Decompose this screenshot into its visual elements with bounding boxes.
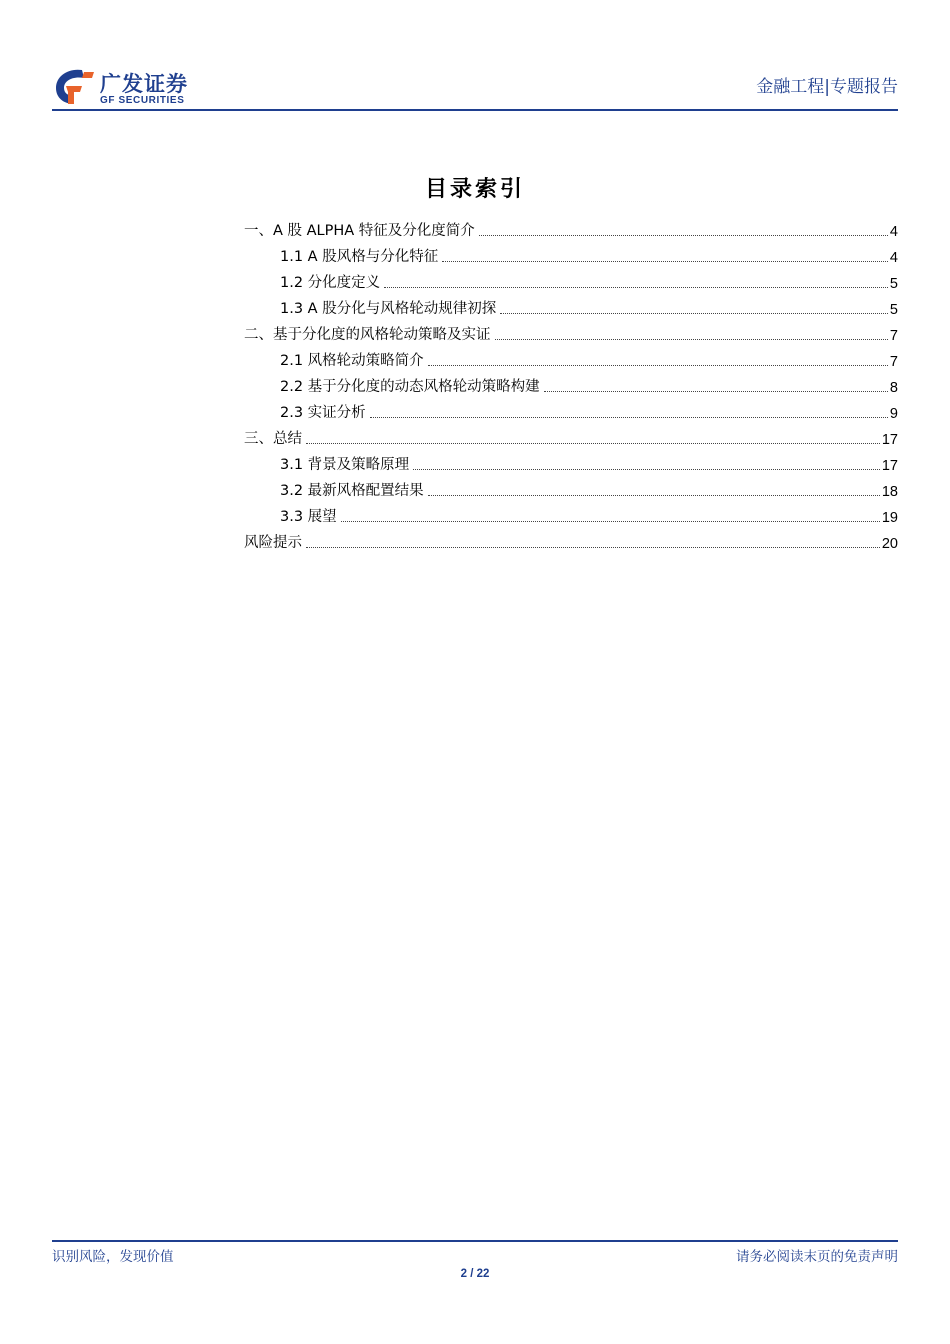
toc-leader-dots [544,391,888,392]
page-number: 2 / 22 [460,1268,490,1280]
toc-leader-dots [306,443,880,444]
toc-entry-text: 3.1 背景及策略原理 [280,453,411,474]
toc-entry-text: 1.2 分化度定义 [280,271,382,292]
toc-leader-dots [370,417,888,418]
footer-disclaimer-note: 请务必阅读末页的免责声明 [736,1249,898,1265]
toc-entry-page: 8 [889,380,898,396]
footer-slogan: 识别风险，发现价值 [52,1249,174,1265]
toc-entry[interactable] [244,396,898,422]
logo-chinese-name: 广发证券 [100,72,188,96]
toc-entry-text: 3.2 最新风格配置结果 [280,479,426,500]
toc-entry-page: 19 [881,510,898,526]
toc-leader-dots [384,287,888,288]
toc-entry-page: 9 [889,406,898,422]
logo-english-name: GF SECURITIES [100,95,185,106]
toc-entry-text: 三、总结 [244,427,304,448]
toc-entry[interactable] [244,344,898,370]
header-divider [52,109,898,111]
toc-entry[interactable] [244,292,898,318]
toc-leader-dots [479,235,888,236]
toc-entry-text: 1.1 A 股风格与分化特征 [280,245,440,266]
toc-entry-text: 3.3 展望 [280,505,339,526]
toc-entry-page: 5 [889,302,898,318]
toc-entry[interactable] [244,526,898,552]
toc-entry[interactable] [244,240,898,266]
toc-entry[interactable] [244,500,898,526]
toc-entry-text: 2.1 风格轮动策略简介 [280,349,426,370]
toc-entry-page: 17 [881,432,898,448]
toc-entry[interactable] [244,474,898,500]
toc-leader-dots [341,521,880,522]
gf-logo-icon [52,66,98,108]
toc-entry-text: 1.3 A 股分化与风格轮动规律初探 [280,297,498,318]
toc-entry-text: 风险提示 [244,531,304,552]
toc-entry[interactable] [244,214,898,240]
toc-entry[interactable] [244,318,898,344]
toc-entry-text: 一、A 股 ALPHA 特征及分化度简介 [244,219,477,240]
toc-entry[interactable] [244,448,898,474]
toc-entry[interactable] [244,422,898,448]
toc-entry-page: 17 [881,458,898,474]
toc-entry-page: 4 [889,224,898,240]
toc-leader-dots [413,469,880,470]
toc-entry-text: 二、基于分化度的风格轮动策略及实证 [244,323,493,344]
toc-entry-text: 2.2 基于分化度的动态风格轮动策略构建 [280,375,542,396]
report-type-label: 金融工程|专题报告 [756,77,898,97]
page-header [52,62,898,110]
toc-leader-dots [495,339,888,340]
toc-entry-text: 2.3 实证分析 [280,401,368,422]
toc-entry-page: 4 [889,250,898,266]
toc-entry-page: 20 [881,536,898,552]
toc-entry-page: 18 [881,484,898,500]
toc-entry-page: 7 [889,354,898,370]
table-of-contents [244,214,898,552]
toc-leader-dots [500,313,888,314]
toc-entry[interactable] [244,266,898,292]
toc-entry-page: 7 [889,328,898,344]
company-logo [52,66,212,108]
toc-entry[interactable] [244,370,898,396]
toc-leader-dots [428,495,880,496]
toc-leader-dots [428,365,888,366]
toc-entry-page: 5 [889,276,898,292]
footer-divider [52,1240,898,1242]
toc-leader-dots [306,547,880,548]
toc-leader-dots [442,261,888,262]
toc-title: 目录索引 [424,176,525,202]
